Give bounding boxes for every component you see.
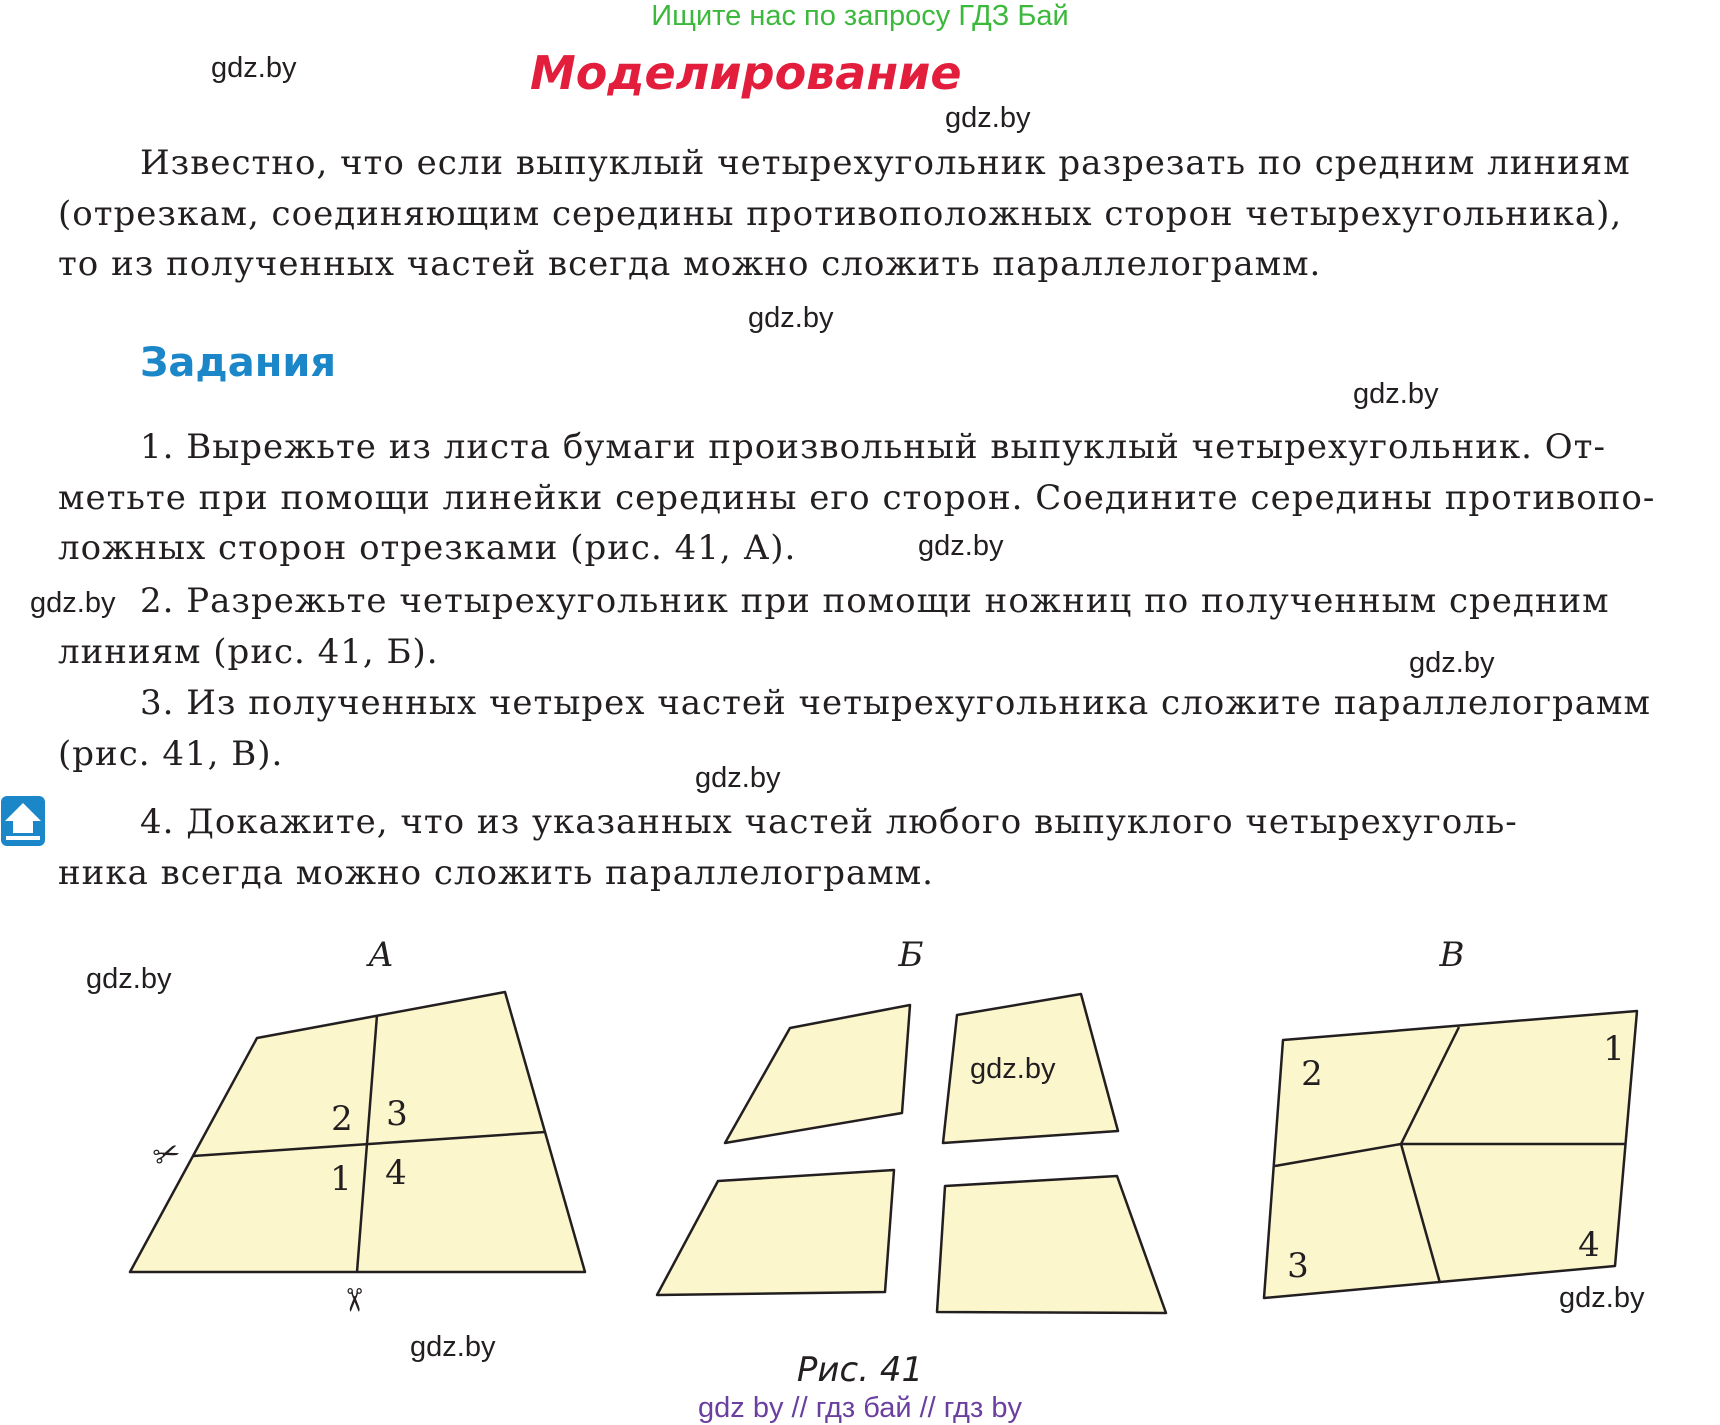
home-icon[interactable] bbox=[0, 795, 46, 847]
figure-41 bbox=[0, 920, 1720, 1350]
text-line: метьте при помощи линейки середины его сторон. Соедините середины противопо- bbox=[58, 477, 1656, 518]
piece-b-bottom-left bbox=[657, 1170, 894, 1295]
text-line: ложных сторон отрезками (рис. 41, А). bbox=[58, 528, 797, 568]
text-line: (отрезкам, соединяющим середины противоположных сторон четырехугольника), bbox=[58, 193, 1623, 234]
watermark: gdz.by bbox=[410, 1331, 496, 1363]
watermark: gdz.by bbox=[748, 302, 834, 334]
part-number: 2 bbox=[331, 1099, 353, 1139]
part-number: 4 bbox=[385, 1153, 407, 1193]
footer-links: gdz by // гдз бай // гдз by bbox=[698, 1392, 1022, 1424]
intro-paragraph bbox=[58, 138, 1703, 290]
part-number: 1 bbox=[1603, 1029, 1625, 1069]
task-3 bbox=[58, 678, 1703, 779]
part-number: 4 bbox=[1578, 1225, 1600, 1265]
scissors-icon: ✂ bbox=[335, 1286, 373, 1314]
search-banner: Ищите нас по запросу ГДЗ Бай bbox=[651, 0, 1069, 32]
figure-label-c: В bbox=[1439, 935, 1465, 975]
part-number: 3 bbox=[386, 1094, 408, 1134]
section-title: Задания bbox=[140, 340, 337, 386]
text-line: 1. Вырежьте из листа бумаги произвольный выпуклый четырехугольник. От- bbox=[140, 427, 1606, 467]
text-line: ника всегда можно сложить параллелограмм. bbox=[58, 852, 934, 893]
text-line: линиям (рис. 41, Б). bbox=[58, 631, 439, 672]
text-line: (рис. 41, В). bbox=[58, 733, 284, 774]
text-line: 3. Из полученных четырех частей четырехугольника сложите параллелограмм bbox=[140, 683, 1651, 723]
text-line: 4. Докажите, что из указанных частей любого выпуклого четырехуголь- bbox=[140, 802, 1518, 842]
text-line: то из полученных частей всегда можно сложить параллелограмм. bbox=[58, 244, 1322, 284]
page-title: Моделирование bbox=[530, 46, 962, 100]
task-1 bbox=[58, 422, 1703, 574]
watermark: gdz.by bbox=[970, 1053, 1056, 1085]
figure-label-b: Б bbox=[898, 935, 924, 975]
part-number: 3 bbox=[1287, 1246, 1309, 1286]
scissors-icon: ✂ bbox=[147, 1131, 186, 1177]
part-number: 1 bbox=[330, 1159, 352, 1199]
piece-b-bottom-right bbox=[937, 1176, 1166, 1313]
watermark: gdz.by bbox=[1353, 378, 1439, 410]
figure-label-a: А bbox=[368, 935, 394, 975]
watermark: gdz.by bbox=[945, 102, 1031, 134]
task-4 bbox=[58, 797, 1703, 898]
watermark: gdz.by bbox=[918, 530, 1004, 562]
quadrilateral-a bbox=[130, 992, 585, 1272]
watermark: gdz.by bbox=[695, 762, 781, 794]
text-line: Известно, что если выпуклый четырехугольник разрезать по средним линиям bbox=[140, 143, 1631, 183]
watermark: gdz.by bbox=[30, 587, 116, 619]
watermark: gdz.by bbox=[86, 963, 172, 995]
watermark: gdz.by bbox=[1409, 647, 1495, 679]
text-line: 2. Разрежьте четырехугольник при помощи ножниц по полученным средним bbox=[140, 581, 1610, 621]
watermark: gdz.by bbox=[211, 52, 297, 84]
figure-caption: Рис. 41 bbox=[796, 1350, 924, 1390]
watermark: gdz.by bbox=[1559, 1282, 1645, 1314]
part-number: 2 bbox=[1301, 1054, 1323, 1094]
piece-b-top-left bbox=[725, 1005, 910, 1143]
